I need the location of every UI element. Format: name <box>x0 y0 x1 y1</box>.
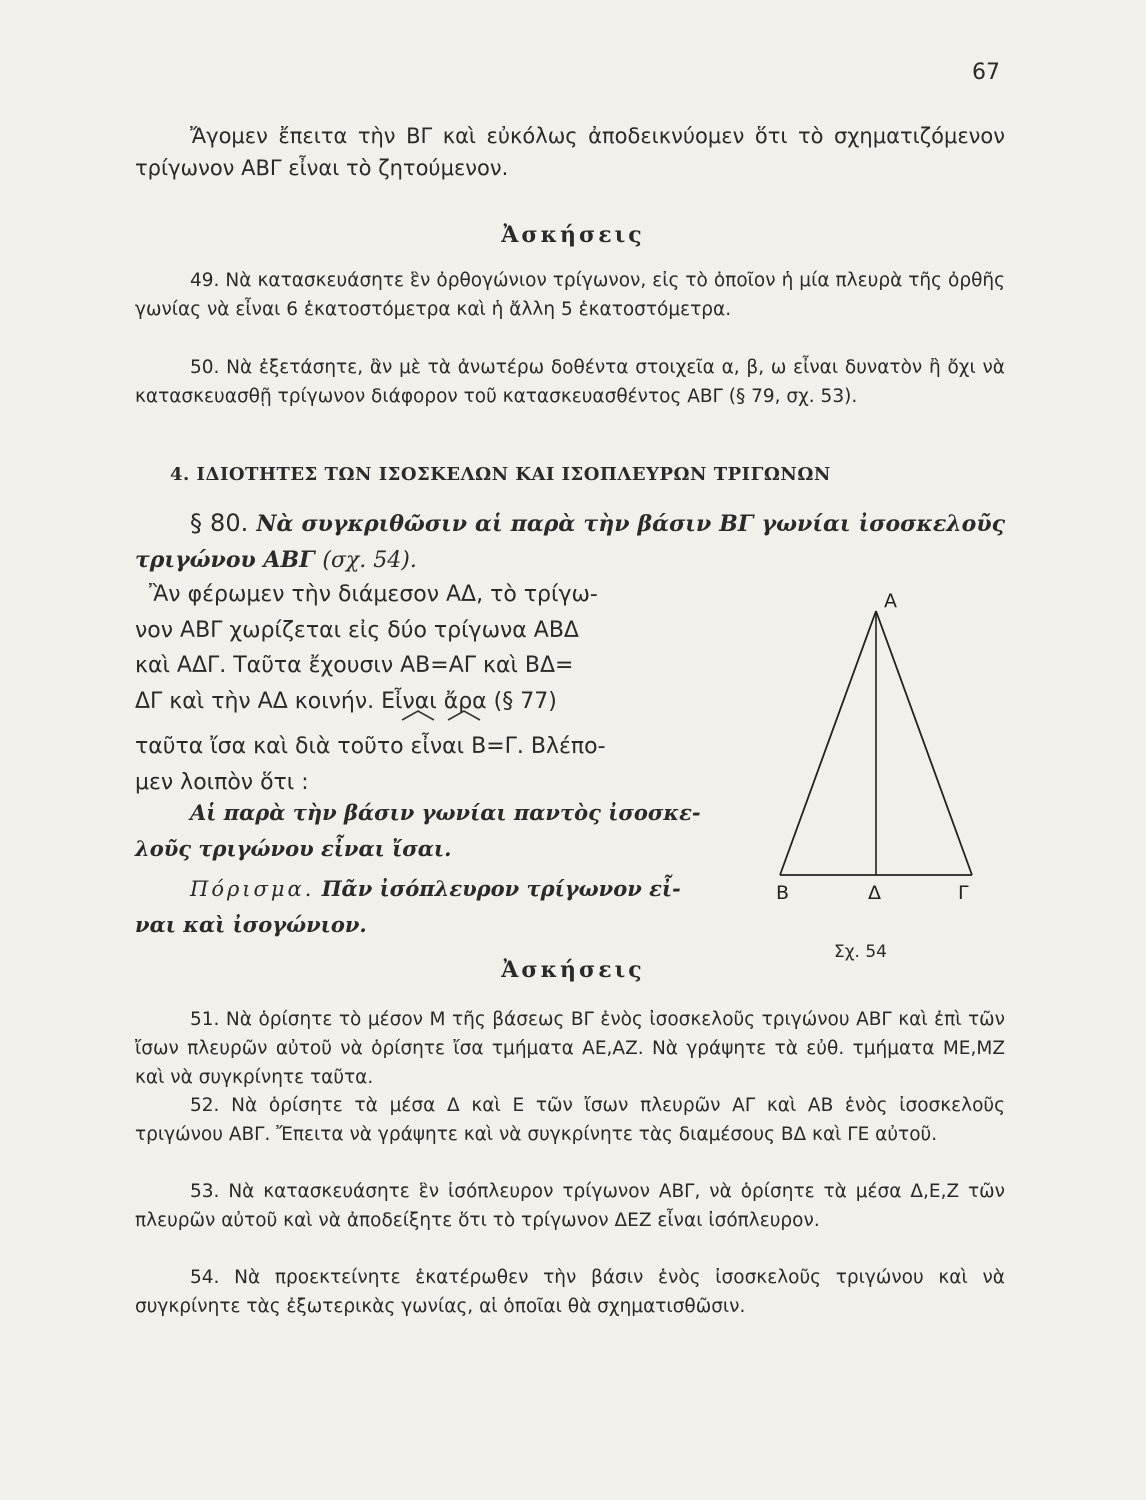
theorem-figure-ref: (σχ. 54). <box>322 548 417 573</box>
exercise-50: 50. Νὰ ἐξετάσητε, ἂν μὲ τὰ ἀνωτέρω δοθέντα στοιχεῖα α, β, ω εἶναι δυνατὸν ἢ ὄχι νὰ κατασκευασθῇ τρίγωνον διάφορον τοῦ κατασκευασθέντος ΑΒΓ (§ 79, σχ. 53). <box>135 357 1005 407</box>
rule-line: λοῦς τριγώνου εἶναι ἴσαι. <box>135 836 452 861</box>
point-label-D: Δ <box>868 882 881 904</box>
exercise-52: 52. Νὰ ὁρίσητε τὰ μέσα Δ καὶ Ε τῶν ἴσων πλευρῶν ΑΓ καὶ ΑΒ ἑνὸς ἰσοσκελοῦς τριγώνου ΑΒΓ. Ἔπειτα νὰ γράψητε καὶ νὰ συγκρίνητε τὰς διαμέσους ΒΔ καὶ ΓΕ αὐτοῦ. <box>135 1095 1005 1145</box>
side-AG <box>876 611 972 875</box>
triangle-figure <box>770 585 990 910</box>
exercise-49: 49. Νὰ κατασκευάσητε ἓν ὀρθογώνιον τρίγωνον, εἰς τὸ ὁποῖον ἡ μία πλευρὰ τῆς ὀρθῆς γωνίας νὰ εἶναι 6 ἑκατοστόμετρα καὶ ἡ ἄλλη 5 ἑκατοστόμετρα. <box>135 270 1005 320</box>
theorem-statement <box>135 505 1005 579</box>
vertex-label-B: Β <box>776 882 790 904</box>
proof-line: Ἂν φέρωμεν τὴν διάμεσον ΑΔ, τὸ τρίγω- <box>149 582 598 607</box>
angle-hat-icon <box>400 709 436 721</box>
proof-line: ταῦτα ἴσα καὶ διὰ τοῦτο εἶναι Β=Γ. Βλέπο- <box>135 734 606 759</box>
proof-line: ΔΓ καὶ τὴν ΑΔ κοινήν. Εἶναι ἄρα (§ 77) <box>135 688 557 714</box>
vertex-label-G: Γ <box>958 882 969 904</box>
vertex-label-A: Α <box>884 590 897 612</box>
side-AB <box>780 611 876 875</box>
corollary-label: Πόρισμα. <box>190 877 315 901</box>
proof-line: καὶ ΑΔΓ. Ταῦτα ἔχουσιν ΑΒ=ΑΓ καὶ ΒΔ= <box>135 653 574 678</box>
figure-caption: Σχ. 54 <box>834 942 888 962</box>
exercise-51: 51. Νὰ ὁρίσητε τὸ μέσον Μ τῆς βάσεως ΒΓ ἑνὸς ἰσοσκελοῦς τριγώνου ΑΒΓ καὶ ἐπὶ τῶν ἴσων πλευρῶν αὐτοῦ νὰ ὁρίσητε ἴσα τμήματα ΑΕ,ΑΖ. Νὰ γράψητε τὰ εὐθ. τμήματα ΜΕ,ΜΖ καὶ νὰ συγκρίνητε ταῦτα. <box>135 1009 1005 1088</box>
exercises-heading: Ἀσκήσεις <box>501 222 645 248</box>
corollary-text: Πᾶν ἰσόπλευρον τρίγωνον εἶ- <box>321 876 681 901</box>
exercises-heading-2: Ἀσκήσεις <box>501 957 645 983</box>
proof-body <box>135 577 760 800</box>
intro-paragraph: Ἄγομεν ἔπειτα τὴν ΒΓ καὶ εὐκόλως ἀποδεικνύομεν ὅτι τὸ σχηματιζόμενον τρίγωνον ΑΒΓ εἶναι τὸ ζητούμενον. <box>135 124 1005 180</box>
theorem-text: Νὰ συγκριθῶσιν αἱ παρὰ τὴν βάσιν ΒΓ γωνίαι ἰσοσκελοῦς τριγώνου ΑΒΓ <box>135 511 1006 573</box>
theorem-number: § 80. <box>190 509 249 537</box>
proof-line: νον ΑΒΓ χωρίζεται εἰς δύο τρίγωνα ΑΒΔ <box>135 617 579 643</box>
section-title: 4. ΙΔΙΟΤΗΤΕΣ ΤΩΝ ΙΣΟΣΚΕΛΩΝ ΚΑΙ ΙΣΟΠΛΕΥΡΩΝ ΤΡΙΓΩΝΩΝ <box>170 464 831 485</box>
theorem-rule <box>135 795 760 867</box>
rule-line: Αἱ παρὰ τὴν βάσιν γωνίαι παντὸς ἰσοσκε- <box>190 800 701 825</box>
exercise-54: 54. Νὰ προεκτείνητε ἑκατέρωθεν τὴν βάσιν ἑνὸς ἰσοσκελοῦς τριγώνου καὶ νὰ συγκρίνητε τὰς ἐξωτερικὰς γωνίας, αἱ ὁποῖαι θὰ σχηματισθῶσιν. <box>135 1267 1005 1317</box>
corollary-text-2: ναι καὶ ἰσογώνιον. <box>135 912 367 937</box>
page-number: 67 <box>972 60 1000 85</box>
proof-line: μεν λοιπὸν ὅτι : <box>135 769 309 795</box>
angle-hat-icon <box>446 709 482 721</box>
corollary <box>135 871 760 943</box>
exercise-53: 53. Νὰ κατασκευάσητε ἓν ἰσόπλευρον τρίγωνον ΑΒΓ, νὰ ὁρίσητε τὰ μέσα Δ,Ε,Ζ τῶν πλευρῶν αὐτοῦ καὶ νὰ ἀποδείξητε ὅτι τὸ τρίγωνον ΔΕΖ εἶναι ἰσόπλευρον. <box>135 1181 1005 1231</box>
